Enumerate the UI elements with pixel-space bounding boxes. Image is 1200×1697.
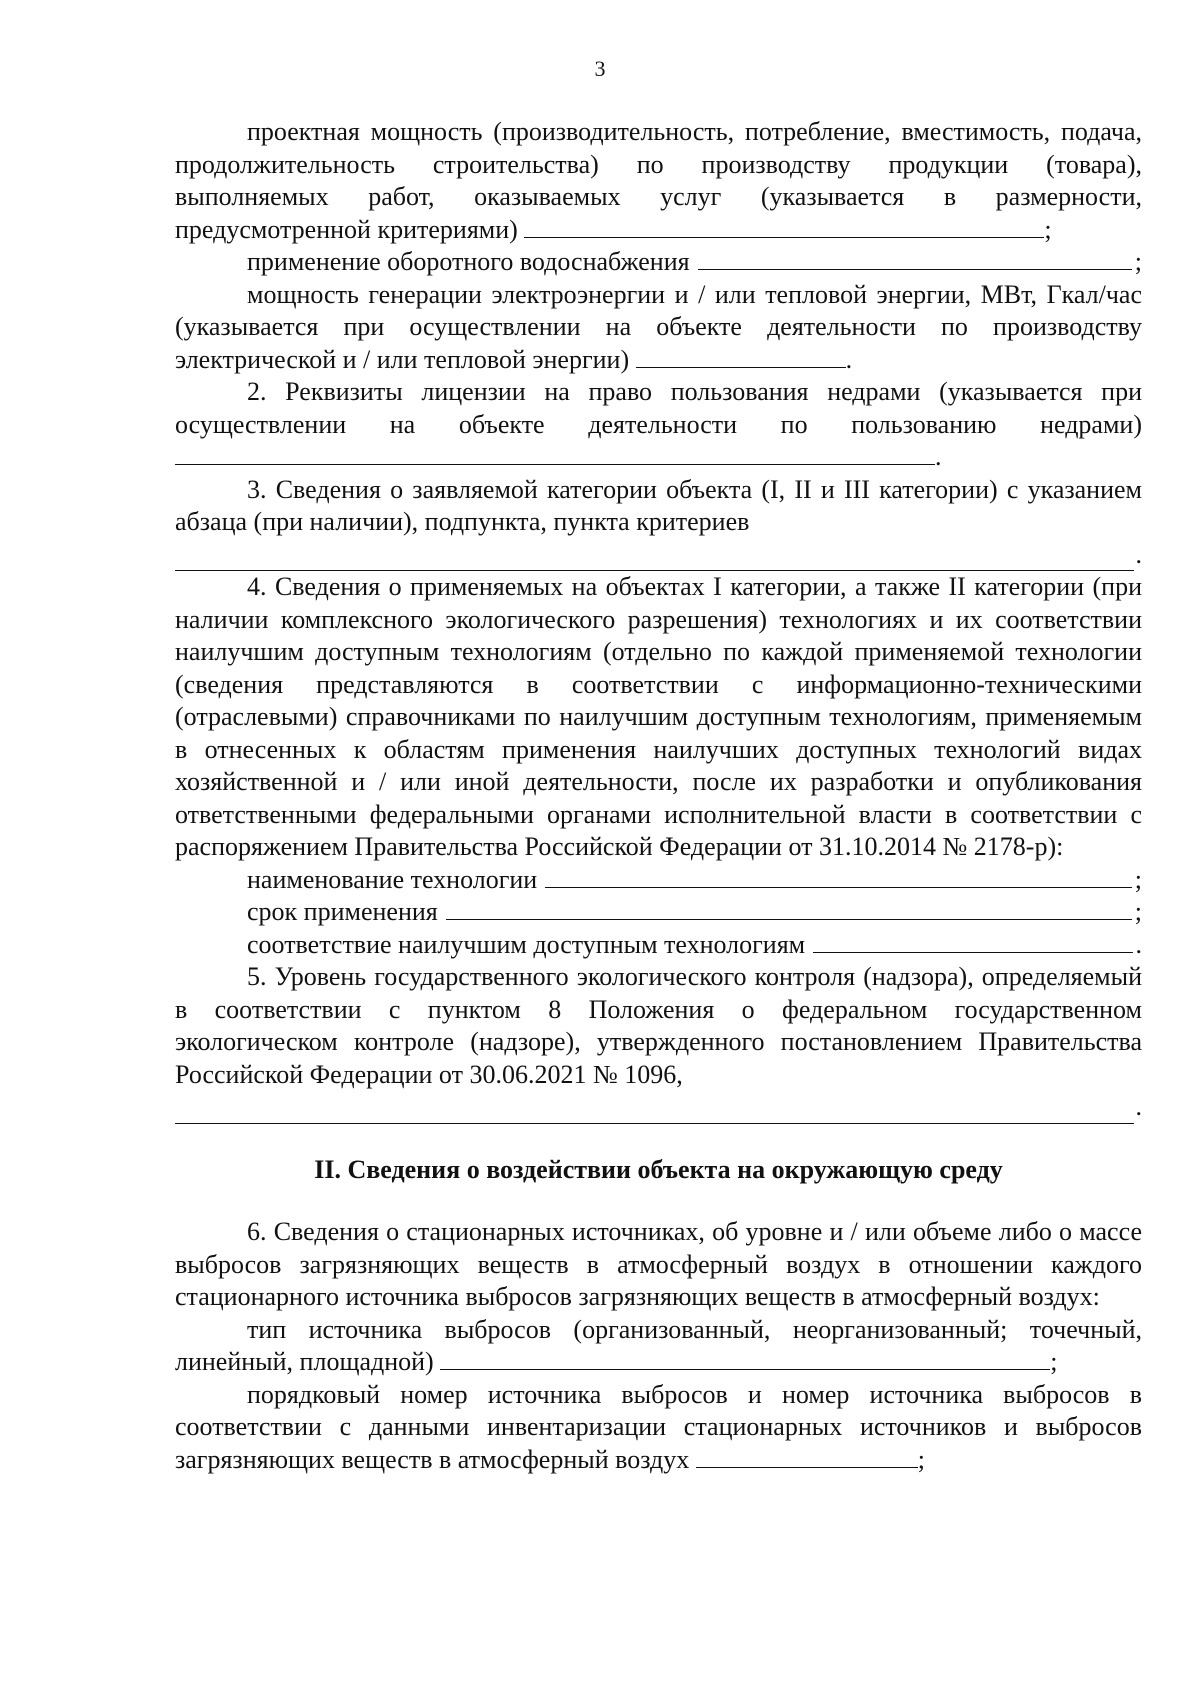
- paragraph-text: тип источника выбросов (организованный, неорганизованный; точечный, линейный, площадной): [175, 1314, 1142, 1376]
- paragraph-object-category: [175, 474, 1142, 539]
- fill-blank: [698, 247, 1132, 270]
- field-technology-name: [175, 864, 1142, 897]
- paragraph-stationary-sources: [175, 1216, 1142, 1314]
- line-end-punct: .: [845, 344, 853, 374]
- line-end-punct: ;: [1134, 897, 1142, 926]
- field-label: наименование технологии: [247, 864, 538, 894]
- field-bat-compliance: [175, 929, 1142, 962]
- fill-blank: [175, 442, 935, 465]
- paragraph-technologies: [175, 571, 1142, 864]
- fill-blank: [446, 897, 1132, 920]
- paragraph-source-number: [175, 1379, 1142, 1477]
- fill-blank: [524, 215, 1044, 238]
- line-end-punct: ;: [1134, 247, 1142, 276]
- fill-blank: [440, 1347, 1050, 1370]
- paragraph-text: 4. Сведения о применяемых на объектах I категории, а также II категории (при наличии комплексного экологического разрешения) технологиях и их соответствии наилучшим доступным технологиям (отдельно по каждой применяемой технологии (сведения представляются в соответствии с информационно-техническими (отраслевыми) справочниками по наилучшим доступным технологиям, применяемым в отнесенных к областям применения наилучших доступных технологий видах хозяйственной и / или иной деятельности, после их разработки и опубликования ответственными федеральными органами исполнительной власти в соответствии с распоряжением Правительства Российской Федерации от 31.10.2014 № 2178-р):: [175, 572, 1142, 861]
- paragraph-text: 3. Сведения о заявляемой категории объекта (I, II и III категории) с указанием абзаца (при наличии), подпункта, пункта критериев: [175, 474, 1142, 536]
- line-end-punct: .: [935, 442, 942, 471]
- paragraph-text: порядковый номер источника выбросов и номер источника выбросов в соответствии с данными инвентаризации стационарных источников и выбросов загрязняющих веществ в атмосферный воздух: [175, 1379, 1142, 1474]
- paragraph-source-type: [175, 1314, 1142, 1379]
- field-label: применение оборотного водоснабжения: [247, 247, 690, 276]
- fill-blank: [175, 546, 1134, 571]
- paragraph-text: 5. Уровень государственного экологического контроля (надзора), определяемый в соответствии с пунктом 8 Положения о федеральном государственном экологическом контроле (надзоре), утвержденного постановлением Правительства Российской Федерации от 30.06.2021 № 1096,: [175, 962, 1142, 1089]
- line-end-punct: ;: [917, 1444, 925, 1474]
- fill-blank: [636, 345, 846, 368]
- line-end-punct: .: [1135, 1092, 1142, 1121]
- paragraph-text: проектная мощность (производительность, потребление, вместимость, подача, продолжительность строительства) по производству продукции (товара), выполняемых работ, оказываемых услуг (указывается в размерности, предусмотренной критериями): [175, 117, 1142, 244]
- fill-blank: [813, 930, 1132, 953]
- page-number: 3: [594, 56, 606, 81]
- control-level-blank-row: [175, 1091, 1142, 1124]
- paragraph-text: 2. Реквизиты лицензии на право пользования недрами (указывается при осуществлении на объекте деятельности по пользованию недрами): [175, 377, 1142, 439]
- line-end-punct: .: [1135, 539, 1142, 569]
- line-end-punct: ;: [1134, 864, 1142, 894]
- section-title: II. Сведения о воздействии объекта на окружающую среду: [314, 1154, 1003, 1184]
- line-end-punct: ;: [1044, 214, 1052, 244]
- paragraph-design-capacity: [175, 116, 1142, 246]
- field-label: срок применения: [247, 897, 438, 926]
- line-end-punct: .: [1135, 929, 1142, 959]
- fill-blank: [696, 1445, 918, 1468]
- field-water-recycling: [175, 246, 1142, 279]
- paragraph-control-level: [175, 961, 1142, 1091]
- fill-blank: [175, 1099, 1134, 1124]
- field-application-period: [175, 896, 1142, 929]
- fill-blank: [545, 865, 1132, 888]
- field-label: соответствие наилучшим доступным технологиям: [247, 929, 806, 959]
- paragraph-text: 6. Сведения о стационарных источниках, об уровне и / или объеме либо о массе выбросов загрязняющих веществ в атмосферный воздух в отношении каждого стационарного источника выбросов загрязняющих веществ в атмосферный воздух:: [175, 1217, 1142, 1311]
- paragraph-subsoil-license: [175, 376, 1142, 474]
- paragraph-generation-capacity: [175, 279, 1142, 377]
- document-body: [175, 116, 1142, 1476]
- line-end-punct: ;: [1050, 1347, 1058, 1376]
- category-blank-row: [175, 539, 1142, 572]
- paragraph-text: мощность генерации электроэнергии и / или тепловой энергии, МВт, Гкал/час (указывается при осуществлении на объекте деятельности по производству электрической и / или тепловой энергии): [175, 279, 1142, 374]
